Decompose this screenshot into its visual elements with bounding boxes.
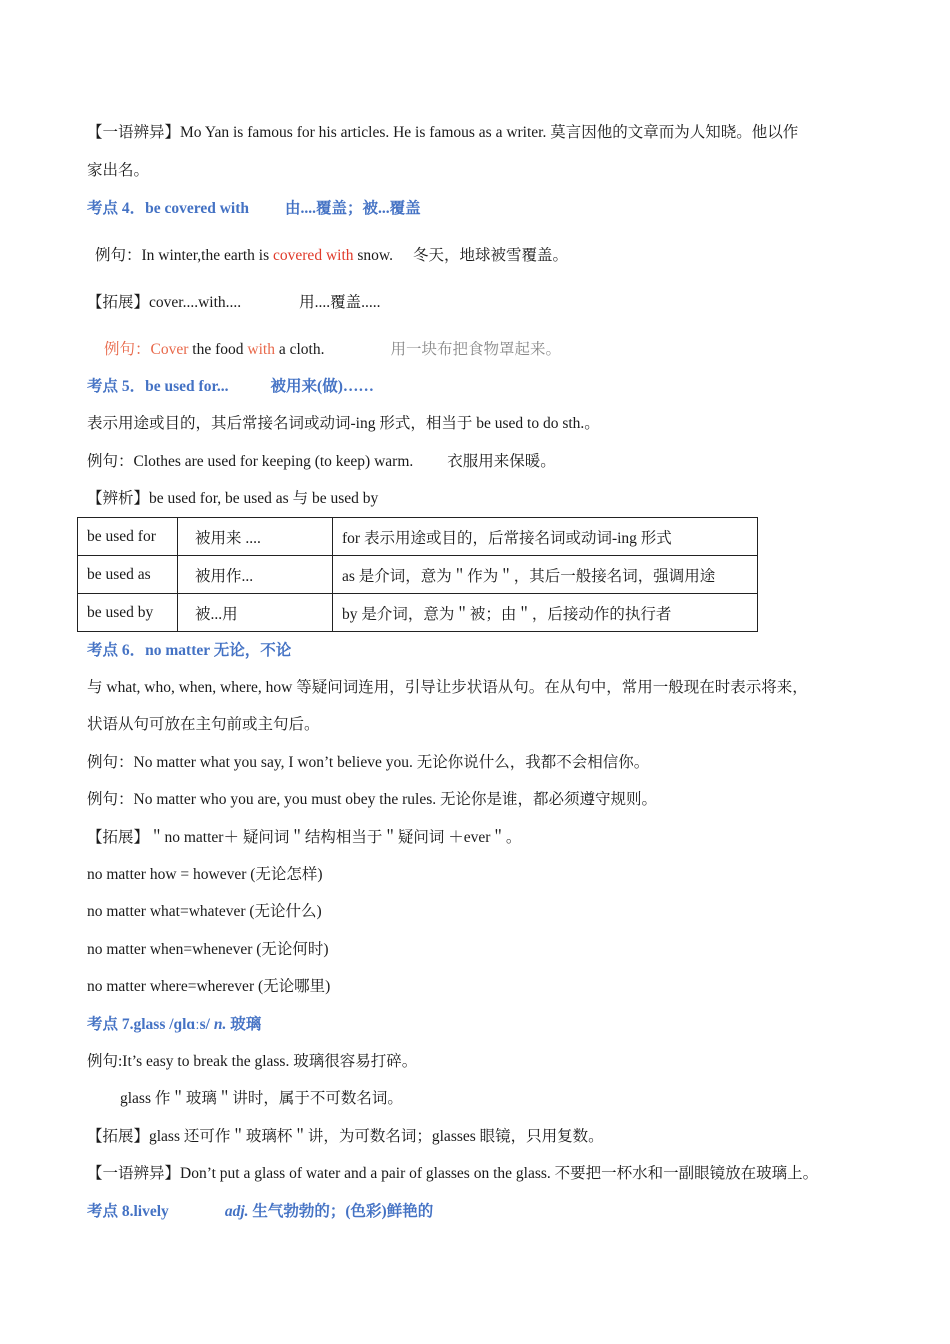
example-point-6-a: 例句：No matter what you say, I won’t believe you. 无论你说什么，我都不会相信你。: [87, 754, 650, 771]
example-label: 例句：: [104, 341, 151, 358]
heading-point-4-title: 考点 4．be covered with: [87, 200, 250, 217]
paragraph-point-5-desc: 表示用途或目的，其后常接名词或动词-ing 形式，相当于 be used to do sth.。: [87, 415, 600, 432]
heading-point-5-title: 考点 5．be used for...: [87, 378, 229, 395]
table-row: [78, 556, 758, 594]
table-cell-phrase: be used as: [78, 556, 178, 594]
example-text-end: snow.: [353, 247, 393, 264]
paragraph-point-6-desc: 与 what, who, when, where, how 等疑问词连用，引导让步状语从句。在从句中，常用一般现在时表示将来，: [87, 679, 808, 696]
table-cell-note: by 是介词，意为＂被；由＂，后接动作的执行者: [333, 594, 758, 632]
heading-point-8-pos: adj.: [224, 1203, 249, 1220]
example-point-4: [95, 245, 880, 267]
heading-point-7-meaning: 玻璃: [230, 1016, 262, 1033]
heading-point-6: 考点 6．no matter 无论，不论: [87, 642, 292, 659]
example-text: 例句：In winter,the earth is: [95, 247, 274, 264]
heading-point-7-title: 考点 7.glass /ɡlɑːs/: [87, 1016, 210, 1033]
paragraph-yiyu-bianyi-1: 【一语辨异】Mo Yan is famous for his articles. He is famous as a writer. 莫言因他的文章而为人知晓。他以作: [87, 124, 799, 141]
table-row: [78, 594, 758, 632]
heading-point-8: [87, 1201, 880, 1223]
extension-text: 【拓展】cover....with....: [87, 294, 242, 311]
table-cell-meaning: 被用来 ....: [178, 518, 333, 556]
heading-point-4: [87, 198, 880, 220]
paragraph-point-6-desc-cont: 状语从句可放在主句前或主句后。: [87, 716, 320, 733]
table-cell-note: as 是介词，意为＂作为＂，其后一般接名词，强调用途: [333, 556, 758, 594]
paragraph-yiyu-bianyi-1-cont: 家出名。: [87, 162, 150, 179]
extension-point-7: 【拓展】glass 还可作＂玻璃杯＂讲，为可数名词；glasses 眼镜，只用复数。: [87, 1128, 604, 1145]
example-mid: the food: [188, 341, 248, 358]
example-point-6-b: 例句：No matter who you are, you must obey the rules. 无论你是谁，都必须遵守规则。: [87, 791, 657, 808]
extension-point-6: 【拓展】＂no matter＋ 疑问词＂结构相当于＂疑问词 ＋ever＂。: [87, 829, 522, 846]
heading-point-7: [87, 1014, 880, 1036]
example-translation: 冬天，地球被雪覆盖。: [412, 247, 568, 264]
analysis-point-5: 【辨析】be used for, be used as 与 be used by: [87, 490, 379, 507]
table-row: [78, 518, 758, 556]
extension-point-4: [87, 292, 880, 314]
table-cell-note: for 表示用途或目的，后常接名词或动词-ing 形式: [333, 518, 758, 556]
highlight-cover: Cover: [150, 341, 189, 358]
comparison-table: [77, 517, 758, 632]
example-translation: 用一块布把食物罩起来。: [390, 341, 561, 358]
table-cell-phrase: be used for: [78, 518, 178, 556]
example-point-4b: [104, 339, 880, 361]
example-end: a cloth.: [274, 341, 325, 358]
heading-point-5: [87, 376, 880, 398]
table-cell-phrase: be used by: [78, 594, 178, 632]
example-translation: 衣服用来保暖。: [447, 453, 556, 470]
example-point-5: [87, 451, 880, 473]
table-cell-meaning: 被...用: [178, 594, 333, 632]
extension-translation: 用....覆盖.....: [299, 294, 381, 311]
heading-point-8-title: 考点 8.lively: [87, 1203, 169, 1220]
example-point-7: 例句:It’s easy to break the glass. 玻璃很容易打碎。: [87, 1053, 418, 1070]
note-point-7: glass 作＂玻璃＂讲时，属于不可数名词。: [120, 1090, 403, 1107]
table-cell-meaning: 被用作...: [178, 556, 333, 594]
highlight-with: with: [247, 341, 275, 358]
equivalence-when: no matter when=whenever (无论何时): [87, 941, 329, 958]
heading-point-8-meaning: 生气勃勃的；(色彩)鲜艳的: [252, 1203, 434, 1220]
equivalence-how: no matter how = however (无论怎样): [87, 866, 323, 883]
example-text: 例句：Clothes are used for keeping (to keep) warm.: [87, 453, 414, 470]
heading-point-5-meaning: 被用来(做)……: [270, 378, 374, 395]
equivalence-what: no matter what=whatever (无论什么): [87, 903, 322, 920]
paragraph-yiyu-bianyi-2: 【一语辨异】Don’t put a glass of water and a pair of glasses on the glass. 不要把一杯水和一副眼镜放在玻璃上。: [87, 1165, 819, 1182]
highlight-phrase: covered with: [273, 247, 354, 264]
equivalence-where: no matter where=wherever (无论哪里): [87, 978, 331, 995]
heading-point-4-meaning: 由....覆盖；被...覆盖: [285, 200, 421, 217]
heading-point-7-pos: n.: [213, 1016, 227, 1033]
